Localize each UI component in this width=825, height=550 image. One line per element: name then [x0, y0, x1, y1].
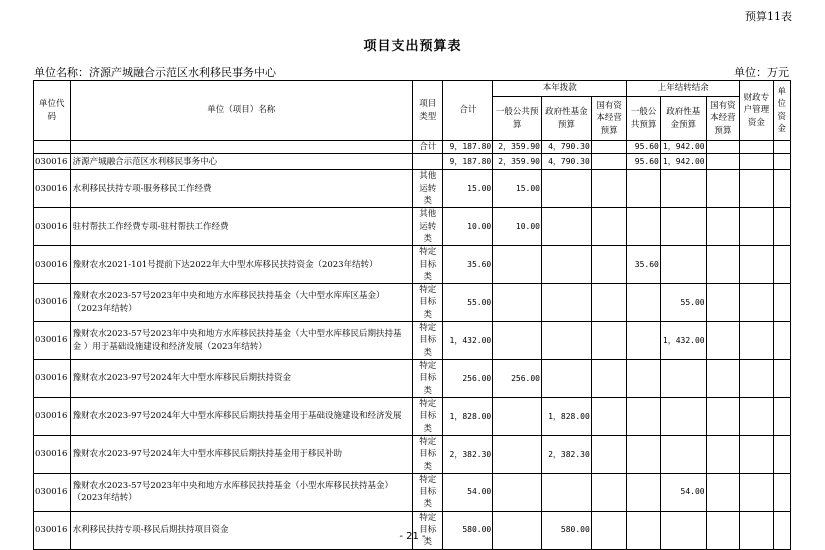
row-total: 55.00: [443, 284, 493, 322]
row-gov-fund: 1，828.00: [542, 397, 592, 435]
row-code: 030016: [34, 208, 71, 246]
row-gov-fund-carryover: [660, 435, 706, 473]
row-gov-fund: [542, 284, 592, 322]
row-total: 256.00: [443, 360, 493, 398]
table-row: [34, 473, 791, 511]
row-state-capital-carryover: [706, 246, 740, 284]
row-general-public: [493, 435, 542, 473]
row-gov-fund: [542, 246, 592, 284]
row-general-public: [493, 246, 542, 284]
row-state-capital: [591, 170, 627, 208]
row-type: 特定目标类: [412, 435, 442, 473]
row-state-capital: [591, 154, 627, 170]
row-total: 54.00: [443, 473, 493, 511]
unit-name: 单位名称：济源产城融合示范区水利移民事务中心: [34, 66, 276, 79]
row-code: 030016: [34, 473, 71, 511]
row-state-capital-carryover: [706, 360, 740, 398]
row-name: 豫财农水2023-57号2023年中央和地方水库移民扶持基金（小型水库移民扶持基金）（2023年结转）: [70, 473, 412, 511]
row-gov-fund: 580.00: [542, 511, 592, 549]
row-general-public-carryover: [627, 322, 661, 360]
row-gov-fund-carryover: 1，942.00: [660, 154, 706, 170]
row-state-capital-carryover: [706, 154, 740, 170]
header-name: 单位（项目）名称: [70, 81, 412, 141]
row-state-capital: [591, 322, 627, 360]
row-code: 030016: [34, 322, 71, 360]
row-state-capital-carryover: [706, 397, 740, 435]
row-general-public: 15.00: [493, 170, 542, 208]
row-general-public-carryover: [627, 435, 661, 473]
total-state-capital-carryover: [706, 141, 740, 154]
table-row: [34, 284, 791, 322]
total-general-public: 2，359.90: [493, 141, 542, 154]
budget-table: [33, 80, 791, 550]
row-total: 10.00: [443, 208, 493, 246]
row-code: 030016: [34, 360, 71, 398]
row-general-public: [493, 284, 542, 322]
row-fiscal-account: [740, 154, 774, 170]
row-code: 030016: [34, 511, 71, 549]
row-fiscal-account: [740, 397, 774, 435]
row-name: 豫财农水2023-57号2023年中央和地方水库移民扶持基金（大中型水库库区基金）（2023年结转）: [70, 284, 412, 322]
header-general-public: 一般公共预算: [493, 97, 542, 141]
row-general-public-carryover: [627, 473, 661, 511]
unit-measure: 单位：万元: [734, 66, 789, 79]
row-state-capital-carryover: [706, 322, 740, 360]
row-type: 特定目标类: [412, 397, 442, 435]
header-current-year: 本年拨款: [493, 81, 627, 97]
row-general-public: [493, 473, 542, 511]
row-state-capital: [591, 435, 627, 473]
row-total: 9，187.80: [443, 154, 493, 170]
row-unit-funds: [773, 246, 790, 284]
row-unit-funds: [773, 208, 790, 246]
row-gov-fund: [542, 322, 592, 360]
table-row: [34, 154, 791, 170]
total-label: 合计: [412, 141, 442, 154]
row-gov-fund-carryover: [660, 360, 706, 398]
row-unit-funds: [773, 322, 790, 360]
row-state-capital-carryover: [706, 435, 740, 473]
table-number-label: 预算11表: [745, 10, 792, 23]
row-name: 豫财农水2023-57号2023年中央和地方水库移民扶持基金（大中型水库移民后期扶持基金 ）用于基础设施建设和经济发展（2023年结转）: [70, 322, 412, 360]
row-gov-fund-carryover: [660, 397, 706, 435]
header-unit-funds: 单位资金: [773, 81, 790, 141]
total-gov-fund: 4，790.30: [542, 141, 592, 154]
row-general-public-carryover: [627, 397, 661, 435]
row-general-public: 10.00: [493, 208, 542, 246]
row-unit-funds: [773, 473, 790, 511]
row-total: 35.60: [443, 246, 493, 284]
row-name: 豫财农水2023-97号2024年大中型水库移民后期扶持基金用于基础设施建设和经济发展: [70, 397, 412, 435]
row-state-capital: [591, 284, 627, 322]
row-type: 特定目标类: [412, 360, 442, 398]
header-gov-fund: 政府性基金预算: [542, 97, 592, 141]
row-state-capital: [591, 360, 627, 398]
row-code: 030016: [34, 246, 71, 284]
row-general-public: [493, 397, 542, 435]
row-total: 1，432.00: [443, 322, 493, 360]
row-type: 其他运转类: [412, 170, 442, 208]
row-name: 豫财农水2021-101号提前下达2022年大中型水库移民扶持资金（2023年结转）: [70, 246, 412, 284]
row-name: 水利移民扶持专项-移民后期扶持项目资金: [70, 511, 412, 549]
row-gov-fund: [542, 170, 592, 208]
row-code: 030016: [34, 435, 71, 473]
table-row: [34, 397, 791, 435]
row-name: 驻村帮扶工作经费专项-驻村帮扶工作经费: [70, 208, 412, 246]
row-state-capital-carryover: [706, 473, 740, 511]
header-fiscal-account: 财政专户管理资金: [740, 81, 774, 141]
row-fiscal-account: [740, 208, 774, 246]
row-unit-funds: [773, 397, 790, 435]
table-row: [34, 246, 791, 284]
table-row: [34, 435, 791, 473]
row-general-public: 256.00: [493, 360, 542, 398]
row-fiscal-account: [740, 322, 774, 360]
row-type: 特定目标类: [412, 322, 442, 360]
header-total: 合计: [443, 81, 493, 141]
row-type: [412, 154, 442, 170]
table-row: [34, 322, 791, 360]
row-name: 水利移民扶持专项-服务移民工作经费: [70, 170, 412, 208]
header-gov-fund-carryover: 政府性基金预算: [660, 97, 706, 141]
total-unit-funds: [773, 141, 790, 154]
row-unit-funds: [773, 284, 790, 322]
row-state-capital-carryover: [706, 170, 740, 208]
total-cell: 9，187.80: [443, 141, 493, 154]
total-general-public-carryover: 95.60: [627, 141, 661, 154]
header-state-capital: 国有资本经营预算: [591, 97, 627, 141]
row-code: 030016: [34, 170, 71, 208]
row-gov-fund: [542, 360, 592, 398]
page-title: 项目支出预算表: [363, 39, 462, 54]
row-name: 豫财农水2023-97号2024年大中型水库移民后期扶持基金用于移民补助: [70, 435, 412, 473]
total-state-capital: [591, 141, 627, 154]
page-number: - 21 -: [399, 531, 426, 542]
row-type: 特定目标类: [412, 246, 442, 284]
row-gov-fund-carryover: [660, 170, 706, 208]
row-type: 特定目标类: [412, 473, 442, 511]
row-type: 其他运转类: [412, 208, 442, 246]
row-general-public: [493, 322, 542, 360]
row-name: 豫财农水2023-97号2024年大中型水库移民后期扶持资金: [70, 360, 412, 398]
row-general-public-carryover: [627, 360, 661, 398]
header-carryover: 上年结转结余: [627, 81, 740, 97]
row-gov-fund-carryover: 54.00: [660, 473, 706, 511]
row-code: 030016: [34, 284, 71, 322]
row-fiscal-account: [740, 360, 774, 398]
row-state-capital-carryover: [706, 208, 740, 246]
row-name: 济源产城融合示范区水利移民事务中心: [70, 154, 412, 170]
row-gov-fund-carryover: [660, 246, 706, 284]
row-state-capital: [591, 397, 627, 435]
row-fiscal-account: [740, 284, 774, 322]
row-fiscal-account: [740, 435, 774, 473]
row-general-public-carryover: [627, 208, 661, 246]
row-code: 030016: [34, 154, 71, 170]
row-fiscal-account: [740, 170, 774, 208]
row-code: 030016: [34, 397, 71, 435]
row-total: 580.00: [443, 511, 493, 549]
header-type: 项目类型: [412, 81, 442, 141]
row-state-capital: [591, 208, 627, 246]
row-total: 1，828.00: [443, 397, 493, 435]
row-state-capital: [591, 473, 627, 511]
row-unit-funds: [773, 170, 790, 208]
row-gov-fund: 2，382.30: [542, 435, 592, 473]
row-gov-fund: [542, 473, 592, 511]
row-unit-funds: [773, 360, 790, 398]
row-state-capital-carryover: [706, 284, 740, 322]
row-fiscal-account: [740, 473, 774, 511]
header-general-public-carryover: 一般公共预算: [627, 97, 661, 141]
table-row: [34, 360, 791, 398]
row-gov-fund-carryover: [660, 208, 706, 246]
row-type: 特定目标类: [412, 511, 442, 549]
row-unit-funds: [773, 154, 790, 170]
row-state-capital: [591, 246, 627, 284]
row-gov-fund: [542, 208, 592, 246]
row-gov-fund: 4，790.30: [542, 154, 592, 170]
header-code: 单位代码: [34, 81, 71, 141]
total-row: [34, 141, 791, 154]
row-general-public: 2，359.90: [493, 154, 542, 170]
table-row: [34, 208, 791, 246]
row-general-public-carryover: 95.60: [627, 154, 661, 170]
total-fiscal-account: [740, 141, 774, 154]
row-total: 15.00: [443, 170, 493, 208]
row-total: 2，382.30: [443, 435, 493, 473]
row-general-public-carryover: [627, 284, 661, 322]
row-type: 特定目标类: [412, 284, 442, 322]
row-general-public-carryover: 35.60: [627, 246, 661, 284]
total-gov-fund-carryover: 1，942.00: [660, 141, 706, 154]
row-fiscal-account: [740, 246, 774, 284]
row-gov-fund-carryover: 55.00: [660, 284, 706, 322]
row-gov-fund-carryover: 1，432.00: [660, 322, 706, 360]
header-state-capital-carryover: 国有资本经营预算: [706, 97, 740, 141]
table-row: [34, 170, 791, 208]
row-unit-funds: [773, 435, 790, 473]
row-general-public-carryover: [627, 170, 661, 208]
